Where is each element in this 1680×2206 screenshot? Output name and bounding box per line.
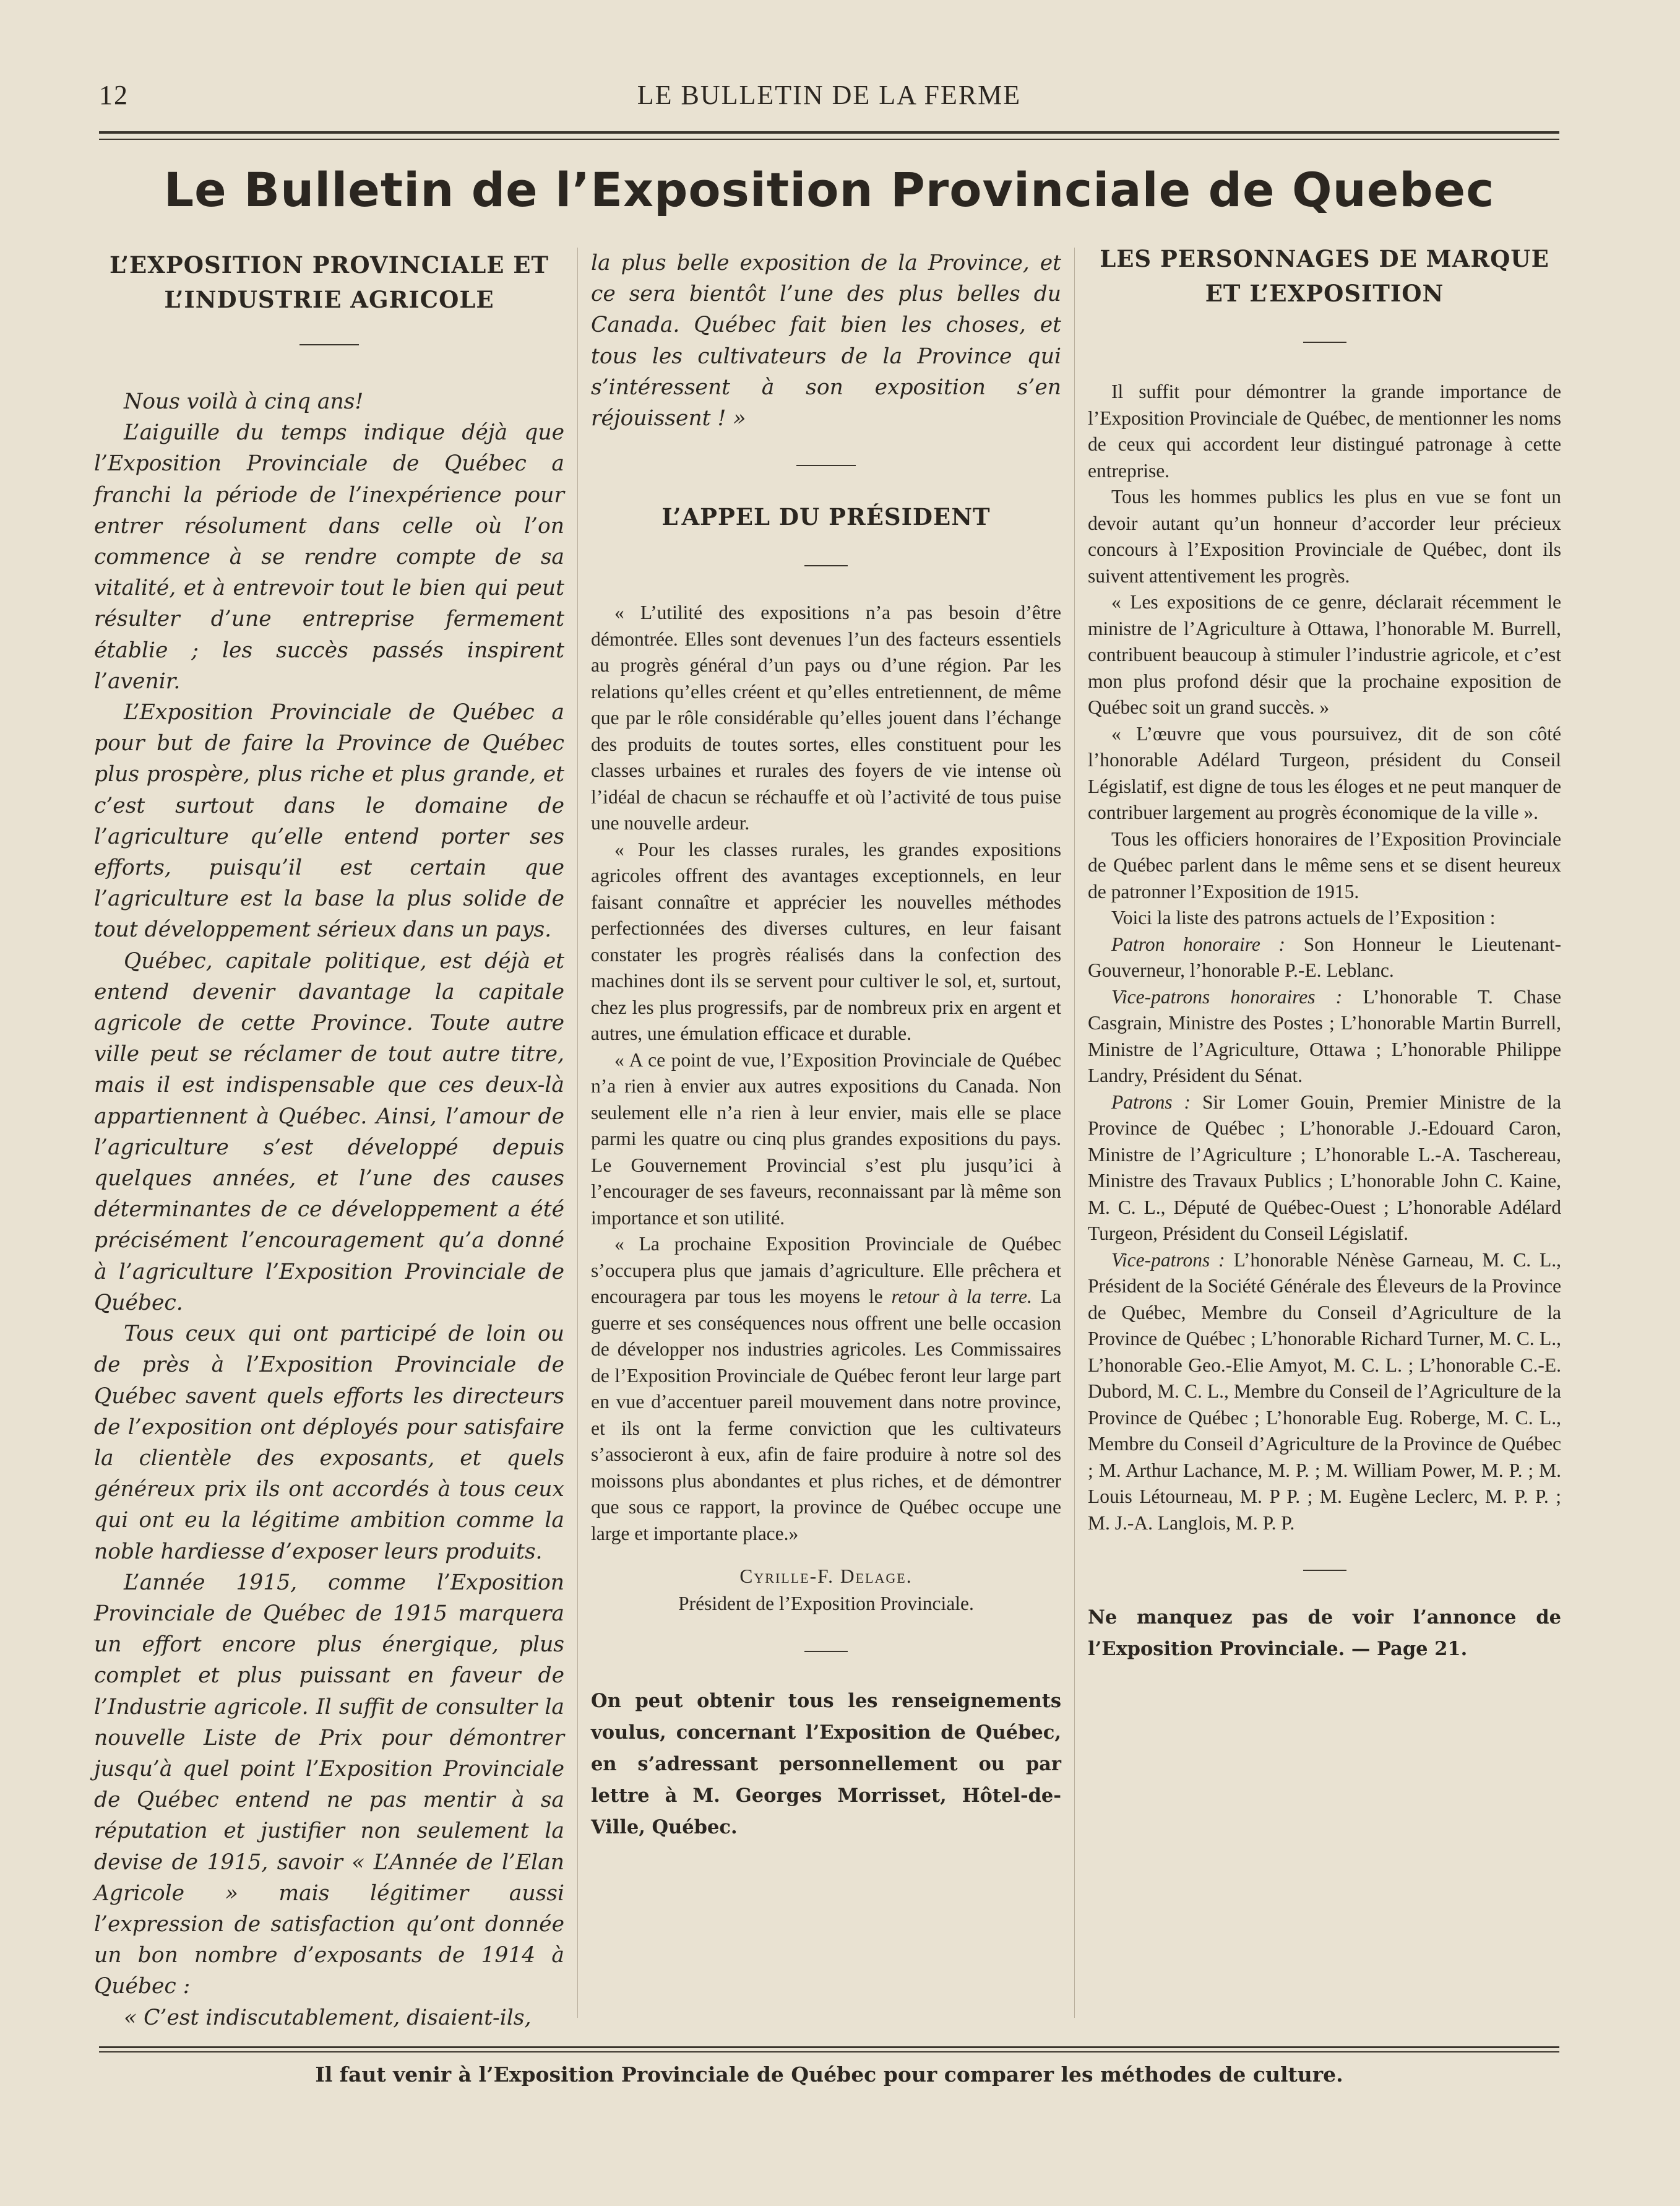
patron-label: Patron honoraire :	[1111, 933, 1286, 955]
paragraph: L’aiguille du temps indique déjà que l’Exposition Provinciale de Québec a franchi la période de l’inexpérience pour entrer résolument dans celle où l’on commence à se rendre compte de sa vitalité, et à entrevoir tout le bien qui peut résulter d’une entreprise fermement établie ; les succès passés inspirent l’avenir.	[94, 420, 564, 694]
patron-label: Vice-patrons :	[1111, 1248, 1225, 1271]
paragraph: Voici la liste des patrons actuels de l’Exposition :	[1111, 907, 1496, 928]
article-headline	[94, 248, 564, 317]
paragraph: Québec, capitale politique, est déjà et entend devenir davantage la capitale agricole de cette Province. Toute autre ville peut se réclamer de tout autre titre, mais il est indispensable que ces deux-là appartiennent à Québec. Ainsi, l’amour de l’agriculture s’est développé depuis quelques années, et l’une des causes déterminantes de ce développement a été précisément l’encouragement qu’a donné à l’agriculture l’Exposition Provinciale de Québec.	[94, 948, 564, 1315]
article-body	[591, 600, 1061, 1547]
separator-rule	[804, 1651, 848, 1652]
signature-title: Président de l’Exposition Provinciale.	[678, 1593, 974, 1615]
article-exposition-industrie	[94, 248, 564, 2033]
separator-rule	[1303, 342, 1346, 343]
running-title: LE BULLETIN DE LA FERME	[637, 80, 1022, 110]
article-body	[94, 386, 564, 2033]
patron-entry	[1088, 932, 1561, 984]
paragraph: Tous les officiers honoraires de l’Exposition Provinciale de Québec parlent dans le même sens et se disent heureux de patronner l’Exposition de 1915.	[1088, 828, 1561, 902]
signature	[591, 1563, 1061, 1617]
header-rule	[99, 131, 1559, 134]
page-number: 12	[99, 80, 129, 110]
headline-line: LES PERSONNAGES DE MARQUE	[1100, 245, 1549, 272]
patron-label: Patrons :	[1111, 1091, 1191, 1113]
patron-text: L’honorable T. Chase Casgrain, Ministre des Postes ; L’honorable Martin Burrell, Ministre de l’Agriculture, Ottawa ; L’honorable Philippe Landry, Président du Sénat.	[1088, 985, 1562, 1086]
patron-text: Son Honneur le Lieutenant-Gouverneur, l’honorable P.-E. Leblanc.	[1088, 933, 1562, 981]
patron-text: L’honorable Nénèse Garneau, M. C. L., Président de la Société Générale des Éleveurs de la Province de Québec, Membre du Conseil d’Agriculture de la Province de Québec ; L’honorable Richard Turner, M. C. L., L’honorable Geo.-Elie Amyot, M. C. L. ; L’honorable C.-E. Dubord, M. C. L., Membre du Conseil de l’Agriculture de la Province de Québec ; L’honorable Eug. Roberge, M. C. L., Membre du Conseil d’Agriculture de la Province de Québec ; M. Arthur Lachance, M. P. ; M. William Power, M. P. ; M. Louis Létourneau, M. P P. ; M. Eugène Leclerc, M. P. P. ; M. J.-A. Langlois, M. P. P.	[1088, 1248, 1562, 1534]
paragraph: « L’œuvre que vous poursuivez, dit de son côté l’honorable Adélard Turgeon, président du Conseil Législatif, est digne de tous les éloges et ne peut manquer de contribuer largement au progrès économique de la ville ».	[1088, 722, 1561, 823]
separator-rule	[796, 465, 856, 466]
page-header	[99, 79, 1559, 116]
article-appel-president	[591, 248, 1061, 1843]
article-body	[1088, 379, 1561, 1536]
paragraph	[591, 1231, 1061, 1547]
column-divider	[1074, 248, 1075, 2018]
paragraph: L’Exposition Provinciale de Québec a pour but de faire la Province de Québec plus prospère, plus riche et plus grande, et c’est surtout dans le domaine de l’agriculture qu’elle entend porter ses efforts, puisqu’il est certain que l’agriculture est la base la plus solide de tout développement sérieux dans un pays.	[94, 700, 564, 943]
article-headline: L’APPEL DU PRÉSIDENT	[661, 503, 991, 531]
separator-rule	[299, 344, 359, 345]
paragraph: Tous ceux qui ont participé de loin ou de près à l’Exposition Provinciale de Québec savent quels efforts les directeurs de l’exposition ont déployés pour satisfaire la clientèle des exposants, et quels généreux prix ils ont accordés à tous ceux qui ont eu la légitime ambition comme la noble hardiesse d’exposer leurs produits.	[94, 1321, 564, 1564]
footer-slogan: Il faut venir à l’Exposition Provinciale de Québec pour comparer les méthodes de culture.	[315, 2062, 1343, 2087]
patron-entry	[1088, 984, 1561, 1089]
headline-line: ET L’EXPOSITION	[1205, 280, 1444, 307]
paragraph: « C’est indiscutablement, disaient-ils,	[124, 2005, 532, 2030]
continued-text	[591, 248, 1061, 434]
info-note: Ne manquez pas de voir l’annonce de l’Exposition Provinciale. — Page 21.	[1088, 1606, 1561, 1660]
patron-text: Sir Lomer Gouin, Premier Ministre de la Province de Québec ; L’honorable J.-Edouard Caron, Ministre de l’Agriculture ; L’honorable L.-A. Taschereau, Ministre des Travaux Publics ; L’honorable John C. Kaine, M. C. L., Député de Québec-Ouest ; L’honorable Adélard Turgeon, Président du Conseil Législatif.	[1088, 1091, 1561, 1244]
paragraph: « A ce point de vue, l’Exposition Provinciale de Québec n’a rien à envier aux autres expositions du Canada. Non seulement elle n’a rien à leur envier, mais elle se place parmi les quatre ou cinq plus grandes expositions du pays. Le Gouvernement Provincial s’est plu jusqu’ici à l’encourager de ses faveurs, reconnaissant par là même son importance et son utilité.	[591, 1049, 1061, 1229]
paragraph: la plus belle exposition de la Province, et ce sera bientôt l’une des plus belles du Canada. Québec fait bien les choses, et tous les cultivateurs de la Province qui s’intéressent à son exposition s’en réjouissent ! »	[591, 251, 1061, 431]
paragraph: L’année 1915, comme l’Exposition Provinciale de Québec de 1915 marquera un effort encore plus énergique, plus complet et plus puissant en faveur de l’Industrie agricole. Il suffit de consulter la nouvelle Liste de Prix pour démontrer jusqu’à quel point l’Exposition Provinciale de Québec entend ne pas mentir à sa réputation et justifier non seulement la devise de 1915, savoir « L’Année de l’Elan Agricole » mais légitimer aussi l’expression de satisfaction qu’ont donnée un bon nombre d’exposants de 1914 à Québec :	[94, 1570, 564, 1999]
signature-name: Cyrille-F. Delage.	[739, 1565, 913, 1588]
paragraph: « L’utilité des expositions n’a pas besoin d’être démontrée. Elles sont devenues l’un des facteurs essentiels au progrès général d’un pays ou d’une région. Par les relations qu’elles créent et qu’elles entretiennent, de même que par le rôle considérable qu’elles jouent dans l’échange des produits de toutes sortes, elles constituent pour les classes urbaines et rurales des foyers de vie intense où l’idéal de chacun se réchauffe et où l’activité de tous puise une nouvelle ardeur.	[591, 602, 1061, 834]
article-personnages	[1088, 245, 1562, 1665]
patron-entry	[1088, 1247, 1561, 1537]
separator-rule	[1303, 1570, 1346, 1571]
headline-line: L’INDUSTRIE AGRICOLE	[164, 286, 494, 313]
headline-line: L’EXPOSITION PROVINCIALE ET	[109, 251, 549, 279]
paragraph: Il suffit pour démontrer la grande importance de l’Exposition Provinciale de Québec, de mentionner les noms de ceux qui accordent leur distingué patronage à cette entreprise.	[1088, 381, 1561, 482]
patron-entry	[1088, 1089, 1561, 1247]
paragraph: « Les expositions de ce genre, déclarait récemment le ministre de l’Agriculture à Ottawa, l’honorable M. Burrell, contribuent beaucoup à stimuler l’industrie agricole, et c’est mon plus profond désir que la prochaine exposition de Québec soit un grand succès. »	[1088, 591, 1561, 718]
paragraph: Nous voilà à cinq ans!	[124, 389, 364, 414]
column-divider	[577, 248, 578, 2018]
text-run: La guerre et ses conséquences nous offrent une belle occasion de développer nos industries agricoles. Les Commissaires de l’Exposition Provinciale de Québec feront leur large part en vue d’accentuer pareil mouvement dans notre province, et ils ont la ferme conviction que les cultivateurs s’associeront à eux, afin de faire produire à notre sol des moissons plus abondantes et plus riches, et de démontrer que sous ce rapport, la province de Québec occupe une large et importante place.»	[591, 1286, 1062, 1544]
header-rule-thin	[99, 139, 1559, 140]
text-run-italic: retour à la terre.	[891, 1286, 1032, 1308]
patron-label: Vice-patrons honoraires :	[1111, 985, 1343, 1008]
paragraph: « Pour les classes rurales, les grandes expositions agricoles offrent des avantages exceptionnels, en leur faisant connaître et apprécier les nouvelles méthodes perfectionnées des diverses cultures, en leur faisant constater les progrès réalisés dans la confection des machines dont ils se servent pour cultiver le sol, et, surtout, chez les plus progressifs, par de nombreux prix en argent et autres, une émulation efficace et durable.	[591, 838, 1061, 1045]
footer-rule	[99, 2046, 1559, 2048]
text-run: « La prochaine Exposition Provinciale de Québec s’occupera plus que jamais d’agriculture. Elle prêchera et encouragera par tous les moyens le	[591, 1233, 1061, 1308]
separator-rule	[804, 565, 848, 566]
masthead-title: Le Bulletin de l’Exposition Provinciale de Quebec	[163, 162, 1495, 217]
footer-rule-thin	[99, 2051, 1559, 2052]
info-note: On peut obtenir tous les renseignements voulus, concernant l’Exposition de Québec, en s’adressant personnellement ou par lettre à M. Georges Morrisset, Hôtel-de-Ville, Québec.	[591, 1690, 1061, 1839]
paragraph: Tous les hommes publics les plus en vue se font un devoir autant qu’un honneur d’accorder leur précieux concours à l’Exposition Provinciale de Québec, dont ils suivent attentivement les progrès.	[1088, 486, 1561, 587]
article-headline	[1088, 241, 1561, 311]
